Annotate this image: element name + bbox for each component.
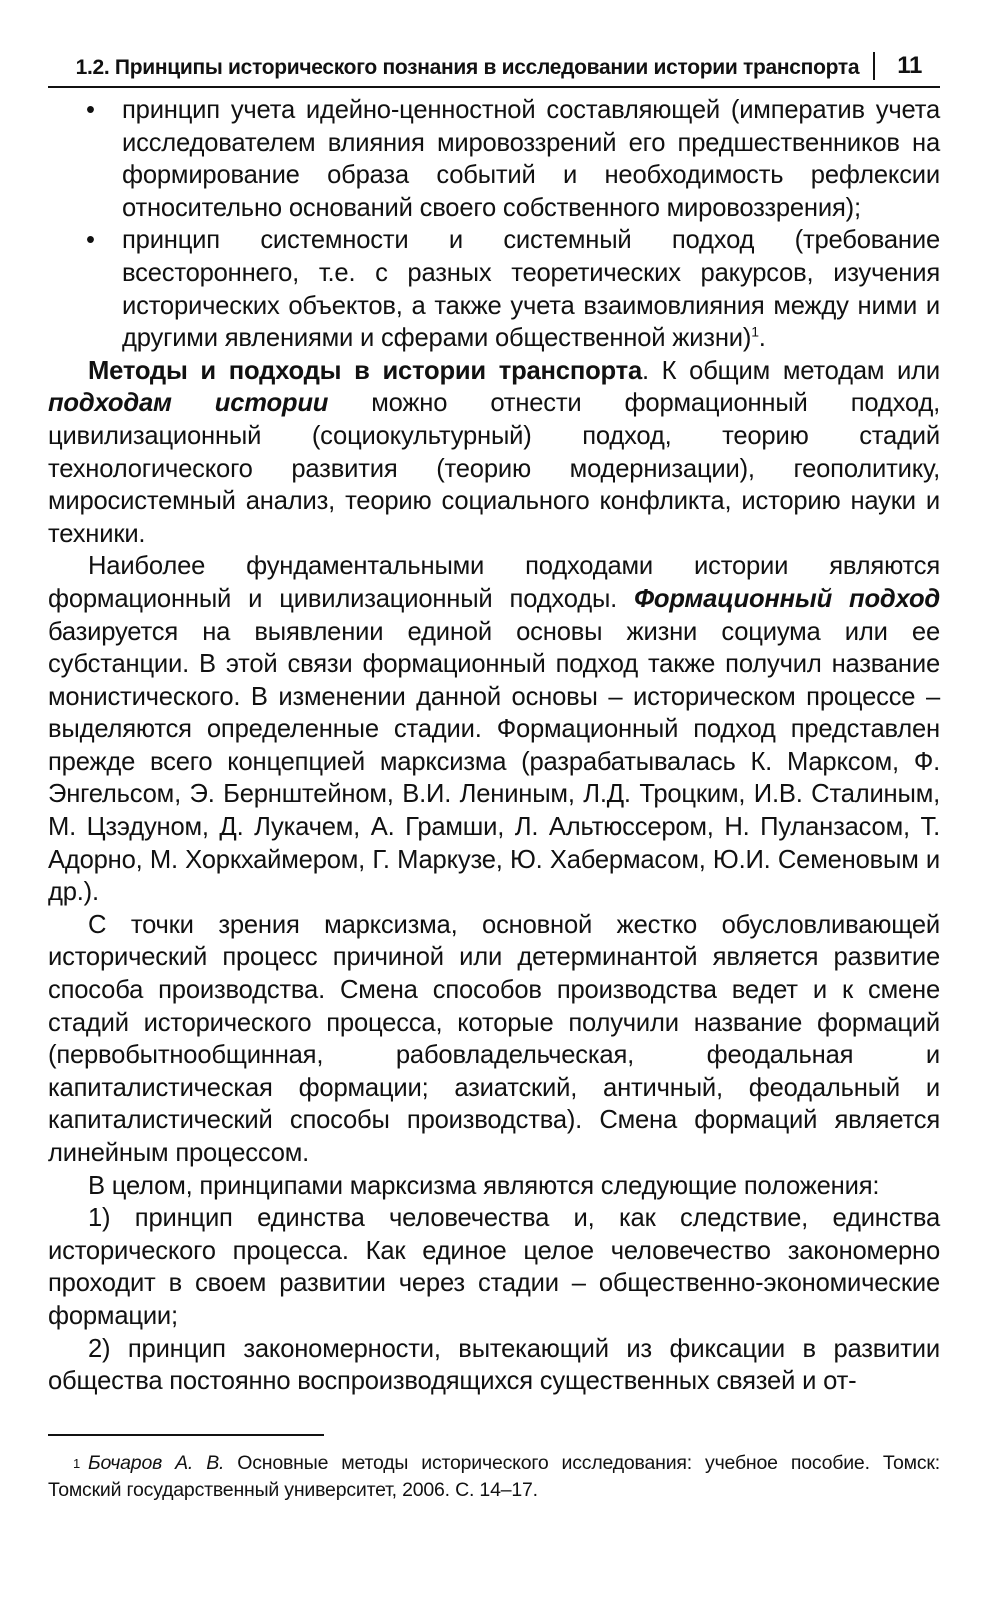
footnote-reference[interactable]: 1 <box>751 323 759 340</box>
footnote-text: Основные методы исторического исследования: учебное пособие. Томск: Томский государственный университет, 2006. С. 14–17. <box>48 1451 940 1501</box>
section-run-in-heading: Методы и подходы в истории транспорта <box>88 356 642 385</box>
bullet-text: принцип системности и системный подход (требование всестороннего, т.е. с разных теоретических ракурсов, изучения исторических объектов, а также учета взаимовлияния между ними и другими явлениями и сферами общественной жизни) <box>122 226 940 353</box>
italic-term: Формационный подход <box>634 584 940 613</box>
paragraph-text: Наиболее фундаментальными подходами истории являются формационный и цивилизационный подходы. <box>48 552 940 613</box>
header-separator <box>873 52 875 80</box>
bullet-text: принцип учета идейно-ценностной составляющей (императив учета исследователем влияния мировоззрений его предшественников на формирование образа событий и необходимость рефлексии относительно оснований своего собственного мировоззрения); <box>122 96 940 222</box>
numbered-item <box>48 1333 940 1398</box>
bullet-marker: • <box>86 226 95 255</box>
paragraph-text: базируется на выявлении единой основы жизни социума или ее субстанции. В этой связи формационный подход также получил название монистического. В изменении данной основы – историческом процессе – выделяются определенные стадии. Формационный подход представлен прежде всего концепцией марксизма (разрабатывалась К. Марксом, Ф. Энгельсом, Э. Бернштейном, В.И. Лениным, Л.Д. Троцким, И.В. Сталиным, М. Цзэдуном, Д. Лукачем, А. Грамши, Л. Альтюссером, Н. Пуланзасом, Т. Адорно, М. Хоркхаймером, Г. Маркузе, Ю. Хабермасом, Ю.И. Семеновым и др.). <box>48 617 940 907</box>
footnote <box>48 1450 940 1504</box>
body-text <box>48 94 940 1398</box>
footnote-mark: 1 <box>72 1455 80 1471</box>
item-text: принцип закономерности, вытекающий из фиксации в развитии общества постоянно воспроизводящихся существенных связей и от- <box>48 1334 940 1396</box>
paragraph-text: можно отнести формационный подход, цивилизационный (социокультурный) подход, теорию стадий технологического развития (теорию модернизации), геополитику, миросистемный анализ, теорию социального конфликта, историю науки и техники. <box>48 389 940 548</box>
header-title: 1.2. Принципы исторического познания в исследовании истории транспорта <box>75 56 860 79</box>
footnote-divider <box>48 1434 324 1436</box>
bullet-item <box>48 224 940 354</box>
bullet-marker: • <box>86 96 95 124</box>
paragraph-fundamental <box>48 550 940 909</box>
item-number: 2) <box>88 1334 111 1363</box>
running-header <box>48 52 940 88</box>
item-number: 1) <box>88 1204 111 1233</box>
bullet-text-tail: . <box>758 324 766 353</box>
paragraph-marxism: С точки зрения марксизма, основной жестко обусловливающей исторический процесс причиной или детерминантой является развитие способа производства. Смена способов производства ведет и к смене стадий исторического процесса, которые получили название формаций (первобытнообщинная, рабовладельческая, феодальная и капиталистическая формации; азиатский, античный, феодальный и капиталистический способы производства). Смена формаций является линейным процессом. <box>48 910 940 1167</box>
paragraph-methods <box>48 355 940 551</box>
numbered-item <box>48 1202 940 1332</box>
item-text: принцип единства человечества и, как следствие, единства исторического процесса. Как единое целое человечество закономерно проходит в своем развитии через стадии – общественно-экономические формации; <box>48 1204 940 1330</box>
page-number: 11 <box>897 52 922 79</box>
footnote-author: Бочаров А. В. <box>88 1451 225 1474</box>
bullet-item <box>48 94 940 224</box>
paragraph-principles-intro: В целом, принципами марксизма являются следующие положения: <box>88 1171 880 1200</box>
paragraph-text: . К общим методам или <box>641 356 940 385</box>
italic-term: подходам истории <box>48 389 329 418</box>
page <box>48 52 940 1504</box>
